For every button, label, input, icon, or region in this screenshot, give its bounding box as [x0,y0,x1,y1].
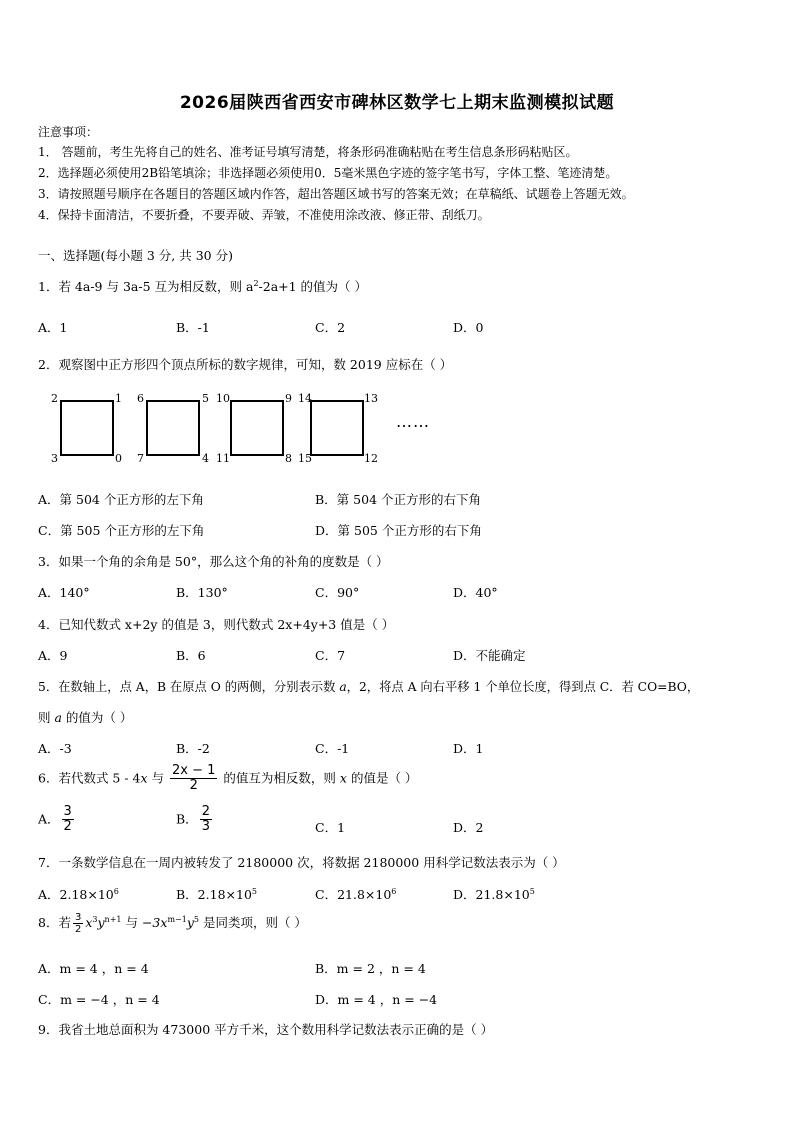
q5-line2-a: 则 [38,710,55,725]
q5-option-b: B．-2 [176,741,210,756]
q7-option-a-exp: 6 [113,886,119,896]
question-6 [38,764,417,794]
q8-text-c: 是同类项，则（ ） [198,915,307,930]
question-4: 4．已知代数式 x+2y 的值是 3，则代数式 2x+4y+3 值是（ ） [38,617,395,632]
section-heading: 一、选择题(每小题 3 分, 共 30 分) [38,248,233,263]
q6-option-a-frac [62,805,74,835]
square-1-tr: 1 [115,392,122,405]
square-1-br: 0 [115,452,122,465]
q5-text-a: 5．在数轴上，点 A，B 在原点 O 的两侧，分别表示数 [38,680,340,694]
q7-option-c-exp: 6 [391,886,397,896]
notice-item-3: 3．请按照题号顺序在各题目的答题区域内作答，超出答题区域书写的答案无效；在草稿纸、试题卷上答题无效。 [38,187,634,201]
q8-term1-x-sup: 3 [92,914,98,924]
square-3-bl: 11 [216,452,230,465]
q6-option-b-frac [200,805,212,835]
q7-option-a-base: A．2.18×10 [38,887,114,902]
q7-option-c-base: C．21.8×10 [315,887,392,902]
q7-option-c [315,885,396,903]
q5-option-a: A．-3 [38,741,72,756]
question-1 [38,277,367,295]
square-1-bl: 3 [51,452,58,465]
q6-frac-num: 2x − 1 [172,763,216,778]
q6-fraction [170,764,217,794]
square-2-bl: 7 [137,452,144,465]
q4-option-a: A．9 [38,648,68,663]
notice-item-1: 1． 答题前，考生先将自己的姓名、准考证号填写清楚，将条形码准确粘贴在考生信息条形码粘贴区。 [38,145,578,159]
q8-term1-y: y [97,915,105,930]
q2-option-d: D．第 505 个正方形的右下角 [315,523,482,538]
q2-option-b: B．第 504 个正方形的右下角 [315,492,481,507]
square-4 [310,400,364,456]
q8-term1-y-sup: n+1 [104,914,122,924]
q6-option-d: D．2 [453,820,484,835]
q6-text-b: 与 [147,770,169,786]
question-3: 3．如果一个角的余角是 50°，那么这个角的补角的度数是（ ） [38,554,389,569]
square-2-br: 4 [202,452,209,465]
question-5-line-2 [38,708,132,726]
q6-option-b-den: 3 [201,819,210,835]
q6-option-b [176,805,214,835]
square-3-tr: 9 [285,392,292,405]
q1-sup: 2 [253,278,259,288]
square-3-br: 8 [285,452,292,465]
q5-option-c: C．-1 [315,741,350,756]
q8-term1-x: x [85,915,93,930]
square-1 [60,400,114,456]
question-2: 2．观察图中正方形四个顶点所标的数字规律，可知，数 2019 应标在（ ） [38,357,453,372]
q4-option-d: D．不能确定 [453,648,526,663]
q1-option-d: D．0 [453,320,484,335]
continuation-dots: …… [396,412,430,431]
q8-frac-den: 2 [74,924,82,935]
question-9: 9．我省土地总面积为 473000 平方千米，这个数用科学记数法表示正确的是（ ） [38,1022,494,1037]
q6-option-a-num: 3 [63,804,72,819]
q5-text-b: ，2，将点 A 向右平移 1 个单位长度，得到点 C．若 CO=BO， [346,680,700,694]
q6-frac-den: 2 [189,778,198,794]
question-7: 7．一条数学信息在一周内被转发了 2180000 次，将数据 2180000 用科学记数法表示为（ ） [38,855,565,870]
q8-option-b: B．m = 2 ，n = 4 [315,961,426,976]
q7-option-b [176,885,257,903]
square-4-br: 12 [364,452,378,465]
q2-figure [40,388,460,470]
q6-text-a: 6．若代数式 5 - 4 [38,770,141,786]
q7-option-b-exp: 5 [251,886,257,896]
q8-option-c: C．m = −4 ，n = 4 [38,992,160,1007]
q8-option-d: D．m = 4 ，n = −4 [315,992,438,1007]
q6-option-b-label: B． [176,811,198,827]
q5-line2-b: 的值为（ ） [61,710,133,725]
q2-option-c: C．第 505 个正方形的左下角 [38,523,205,538]
q7-option-d-base: D．21.8×10 [453,887,530,902]
square-2-tr: 5 [202,392,209,405]
q5-var-a-2: a [54,710,62,725]
q4-option-c: C．7 [315,648,346,663]
q6-option-a-label: A． [38,811,60,827]
q3-option-a: A．140° [38,585,90,600]
q7-option-a [38,885,119,903]
square-2 [146,400,200,456]
square-2-tl: 6 [137,392,144,405]
q7-option-d [453,885,535,903]
q6-option-c: C．1 [315,820,346,835]
square-1-tl: 2 [51,392,58,405]
q8-option-a: A．m = 4 ，n = 4 [38,961,149,976]
q3-option-c: C．90° [315,585,360,600]
square-3 [230,400,284,456]
q8-term2-x: −3x [141,915,168,930]
square-4-bl: 15 [298,452,312,465]
notice-item-4: 4．保持卡面清洁，不要折叠，不要弄破、弄皱，不准使用涂改液、修正带、刮纸刀。 [38,208,490,222]
q1-option-c: C．2 [315,320,346,335]
q6-var-x: x [140,770,148,786]
q8-term2-x-sup: m−1 [167,914,187,924]
q8-frac-num: 3 [74,912,82,923]
notice-item-2: 2．选择题必须使用2B铅笔填涂；非选择题必须使用0．5毫米黑色字迹的签字笔书写，字体工整、笔迹清楚。 [38,166,618,180]
notice-heading: 注意事项： [38,125,99,139]
square-3-tl: 10 [216,392,230,405]
q4-option-b: B．6 [176,648,206,663]
q8-term2-y-sup: 5 [193,914,199,924]
square-4-tl: 14 [298,392,312,405]
q7-option-d-exp: 5 [529,886,535,896]
q8-term2-y: y [186,915,194,930]
q6-option-a [38,805,76,835]
q5-option-d: D．1 [453,741,484,756]
q7-option-b-base: B．2.18×10 [176,887,252,902]
q1-option-b: B．-1 [176,320,210,335]
q6-var-x-2: x [339,770,347,786]
q5-var-a: a [339,680,347,694]
q3-option-b: B．130° [176,585,228,600]
q3-option-d: D．40° [453,585,498,600]
square-4-tr: 13 [364,392,378,405]
q8-text-b: 与 [121,915,142,930]
page-title: 2026届陕西省西安市碑林区数学七上期末监测模拟试题 [179,93,615,113]
q6-text-d: 的值是（ ） [346,770,418,786]
q8-fraction [73,912,83,935]
q6-text-c: 的值互为相反数，则 [223,770,340,786]
q6-option-a-den: 2 [63,819,72,835]
q2-option-a: A．第 504 个正方形的左下角 [38,492,204,507]
q1-text-a: 1．若 4a-9 与 3a-5 互为相反数，则 a [38,279,254,294]
q1-text-b: -2a+1 的值为（ ） [258,279,368,294]
q8-text-a: 8．若 [38,915,71,930]
question-5 [38,677,699,695]
question-8 [38,912,307,935]
q1-option-a: A．1 [38,320,68,335]
q6-option-b-num: 2 [201,804,210,819]
